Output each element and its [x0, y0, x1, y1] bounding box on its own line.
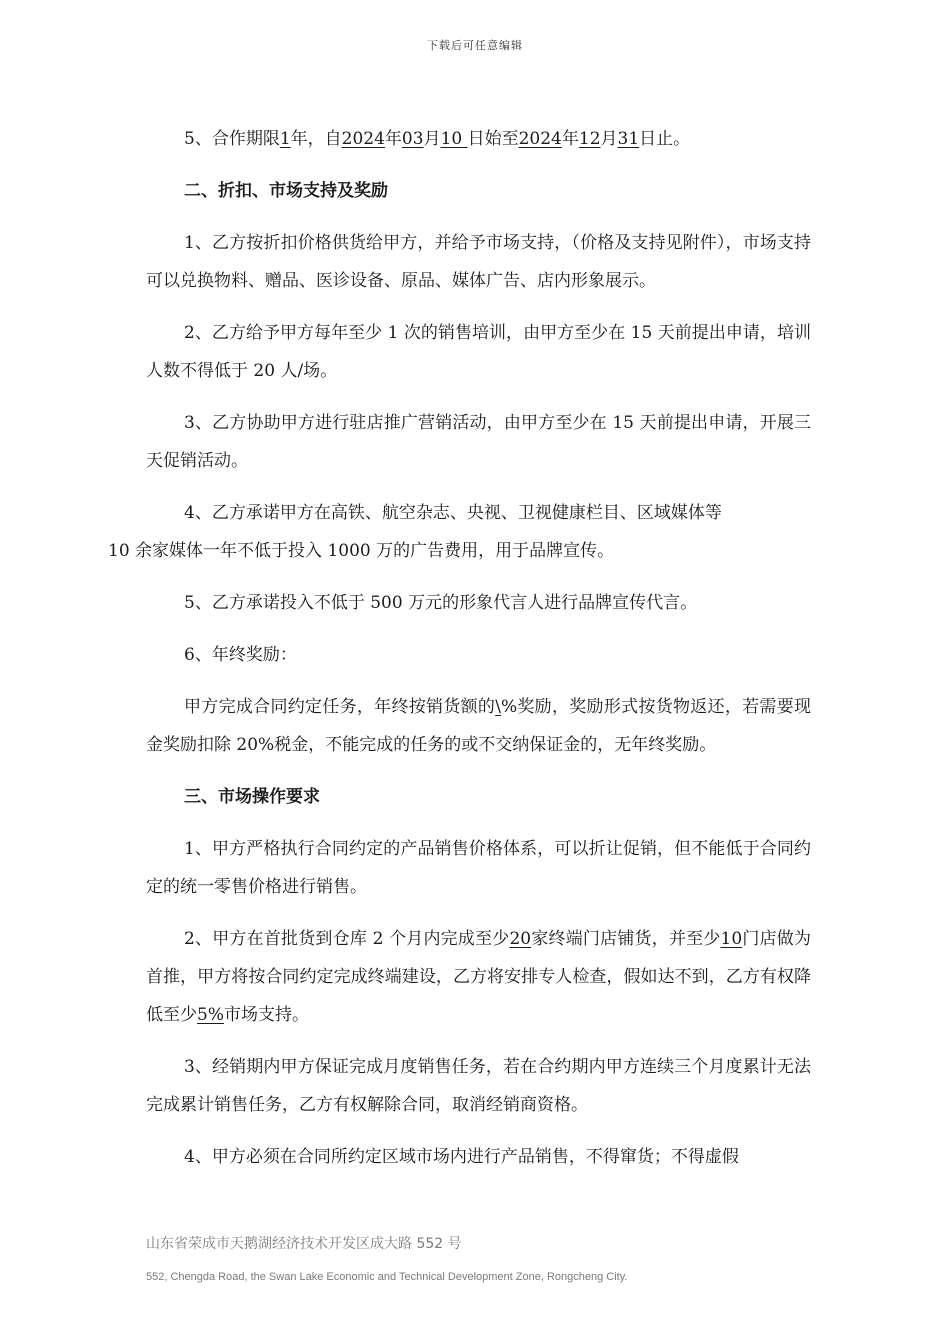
text-segment: 年，自 — [290, 129, 342, 149]
support-reduction: 5% — [197, 1005, 224, 1025]
page-header: 下载后可任意编辑 — [427, 39, 523, 52]
text-segment: 4、乙方承诺甲方在高铁、航空杂志、央视、卫视健康栏目、区域媒体等 — [184, 503, 722, 523]
text-segment: 日始至 — [467, 129, 519, 149]
discount-item-5: 5、乙方承诺投入不低于 500 万元的形象代言人进行品牌宣传代言。 — [184, 593, 698, 613]
text-segment: 10 余家媒体一年不低于投入 1000 万的广告费用，用于品牌宣传。 — [108, 541, 615, 561]
text-segment: 日止。 — [639, 129, 691, 149]
discount-item-3: 3、乙方协助甲方进行驻店推广营销活动，由甲方至少在 15 天前提出申请，开展三天促销活动。 — [146, 413, 811, 471]
market-item-1: 1、甲方严格执行合同约定的产品销售价格体系，可以折让促销，但不能低于合同约定的统一零售价格进行销售。 — [146, 839, 811, 897]
term-years: 1 — [279, 129, 291, 149]
document-body — [108, 120, 812, 1190]
text-segment: 月 — [423, 129, 441, 149]
discount-item-4 — [108, 494, 811, 570]
reward-percent: \ — [495, 697, 501, 717]
market-item-3: 3、经销期内甲方保证完成月度销售任务，若在合约期内甲方连续三个月度累计无法完成累计销售任务，乙方有权解除合同，取消经销商资格。 — [146, 1057, 811, 1115]
discount-item-1: 1、乙方按折扣价格供货给甲方，并给予市场支持，（价格及支持见附件），市场支持可以兑换物料、赠品、医诊设备、原品、媒体广告、店内形象展示。 — [146, 233, 811, 291]
text-segment: 月 — [600, 129, 618, 149]
text-segment: 家终端门店铺货，并至少 — [531, 929, 721, 949]
year-end-reward-text — [146, 688, 811, 764]
footer-address-cn: 山东省荣成市天鹅湖经济技术开发区成大路 552 号 — [146, 1236, 462, 1252]
section-heading-discount: 二、折扣、市场支持及奖励 — [184, 181, 388, 201]
text-segment: %奖励，奖励形式按货物返还，若需要现金奖励扣除 20%税金，不能完成的任务的或不交纳保证金的，无年终奖励。 — [146, 697, 812, 755]
text-segment: 市场支持。 — [223, 1005, 309, 1025]
end-month: 12 — [578, 129, 601, 149]
text-segment: 年 — [384, 129, 402, 149]
start-day: 10 — [440, 129, 468, 149]
text-segment: 2、甲方在首批货到仓库 2 个月内完成至少 — [184, 929, 510, 949]
start-year: 2024 — [341, 129, 385, 149]
market-item-2 — [146, 920, 811, 1034]
featured-store-count: 10 — [720, 929, 743, 949]
discount-item-2: 2、乙方给予甲方每年至少 1 次的销售培训，由甲方至少在 15 天前提出申请，培训人数不得低于 20 人/场。 — [146, 323, 811, 381]
end-year: 2024 — [518, 129, 562, 149]
start-month: 03 — [401, 129, 424, 149]
market-item-4: 4、甲方必须在合同所约定区域市场内进行产品销售，不得窜货；不得虚假 — [184, 1147, 739, 1167]
text-segment: 甲方完成合同约定任务，年终按销货额的 — [184, 697, 496, 717]
discount-item-6: 6、年终奖励： — [184, 645, 297, 665]
clause-cooperation-period — [146, 120, 811, 158]
end-day: 31 — [617, 129, 640, 149]
section-heading-market: 三、市场操作要求 — [184, 787, 320, 807]
text-segment: 年 — [561, 129, 579, 149]
store-count: 20 — [509, 929, 532, 949]
text-segment: 5、合作期限 — [184, 129, 280, 149]
footer-address-en: 552, Chengda Road, the Swan Lake Economic and Technical Development Zone, Rongcheng City. — [146, 1271, 628, 1283]
text-segment: 门店做为首推，甲方将按合同约定完成终端建设，乙方将安排专人检查，假如达不到，乙方有权降低至少 — [146, 929, 811, 1025]
